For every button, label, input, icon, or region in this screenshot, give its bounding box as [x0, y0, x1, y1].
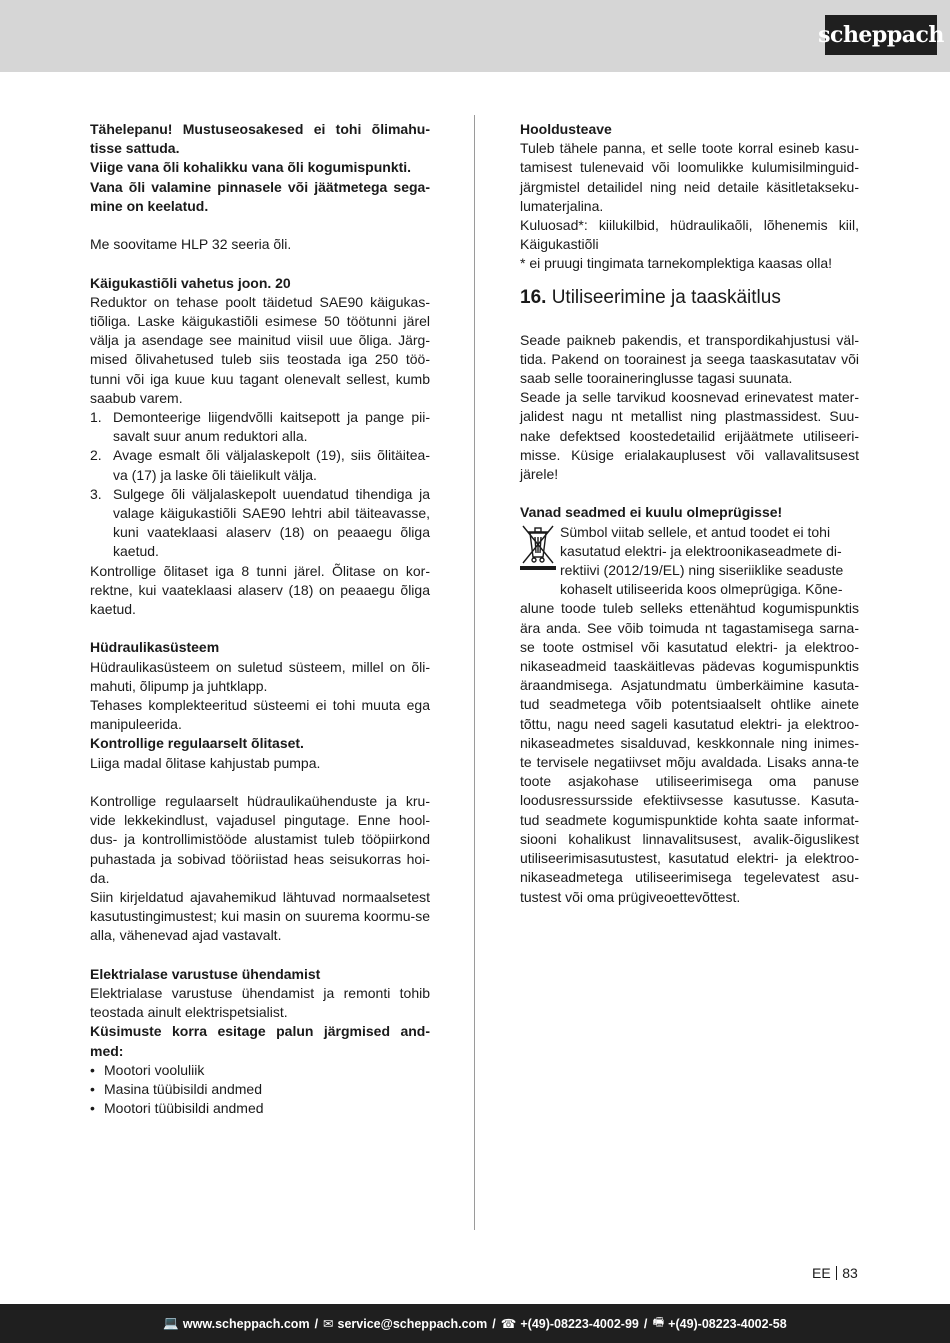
fax-number: +(49)-08223-4002-58 — [668, 1316, 787, 1331]
section-title: 16. Utiliseerimine ja taaskäitlus — [520, 286, 781, 308]
page-number: EE 83 — [812, 1265, 858, 1281]
list-item: 3. Sulgege õli väljalaskepolt uuendatud tihendiga ja valage käigukastiõli SAE90 lehtri abil täiteavasse, kuni vaateklaasi alaserv (18) on peaaegu õliga kaetud. — [90, 485, 430, 560]
warning-line: Viige vana õli kohalikku vana õli kogumispunkti. — [90, 159, 412, 176]
computer-icon: 💻 — [163, 1316, 179, 1330]
gearbox-heading: Käigukastiõli vahetus joon. 20 — [90, 274, 291, 291]
email-link[interactable]: service@scheppach.com — [337, 1316, 488, 1331]
gearbox-outro: Kontrollige õlitaset iga 8 tunni järel. Õlitase on kor-rektne, kui vaateklaasi alaserv (18) on peaaegu õliga kaetud. — [90, 562, 430, 618]
list-item: • Mootori tüübisildi andmed — [90, 1100, 264, 1117]
oil-recommendation: Me soovitame HLP 32 seeria õli. — [90, 236, 292, 253]
paragraph: Kontrollige regulaarselt õlitaset. — [90, 735, 304, 752]
list-item: • Mootori vooluliik — [90, 1061, 205, 1078]
header-bar — [0, 0, 950, 72]
weee-line: Sümbol viitab sellele, et antud toodet ei tohi — [560, 523, 831, 540]
brand-logo: scheppach — [825, 15, 937, 55]
footer-bar: 💻 www.scheppach.com / ✉ service@scheppach.com / ☎ +(49)-08223-4002-99 / 🖷 +(49)-08223-4002-58 — [0, 1304, 950, 1343]
list-item: 1. Demonteerige liigendvõlli kaitsepott ja pange pii-savalt suur anum reduktori alla. — [90, 409, 430, 445]
list-item: 2. Avage esmalt õli väljalaskepolt (19), siis õlitäitea-va (17) ja laske õli täielikult välja. — [90, 447, 430, 483]
weee-line: kasutatud elektri- ja elektroonikaseadmete di- — [560, 542, 842, 559]
paragraph: Hüdraulikasüsteem on suletud süsteem, millel on õli-mahuti, õlipump ja juhtklapp. — [90, 658, 430, 694]
paragraph: * ei pruugi tingimata tarnekomplektiga kaasas olla! — [520, 255, 833, 272]
paragraph: Seade ja selle tarvikud koosnevad erinevatest mater-jalidest nagu nt metallist ning plastmassidest. Suu-nake defektsed koostedetailid erijäätmete utiliseeri-misse. Küsige erialakauplusest või vallavalitsusest järele! — [520, 389, 859, 483]
fax-icon: 🖷 — [652, 1315, 665, 1329]
warning-line: Tähelepanu! Mustuseosakesed ei tohi õlimahu-tisse sattuda. — [90, 121, 430, 157]
website-link[interactable]: www.scheppach.com — [182, 1316, 310, 1331]
paragraph: Kontrollige regulaarselt hüdraulikaühenduste ja kru-vide lekkekindlust, vajadusel pingutage. Enne hool-dus- ja kontrollimistööde alustamist tuleb tööpiirkond puhastada ja sobivad tööriistad heas seisukorras hoi-da. — [90, 793, 430, 886]
paragraph: Seade paikneb pakendis, et transpordikahjustusi väl-tida. Pakend on toorainest ja seega taaskasutatav või saab selle tooraineringlusse tagasi suunata. — [520, 331, 859, 387]
paragraph: Liiga madal õlitase kahjustab pumpa. — [90, 754, 321, 771]
service-heading: Hooldusteave — [520, 121, 612, 137]
mail-icon: ✉ — [323, 1317, 334, 1331]
electric-heading: Elektrialase varustuse ühendamist — [90, 965, 321, 982]
warning-line: Vana õli valamine pinnasele või jäätmetega sega-mine on keelatud. — [90, 178, 430, 214]
weee-heading: Vanad seadmed ei kuulu olmeprügisse! — [520, 504, 783, 521]
hydraulic-heading: Hüdraulikasüsteem — [90, 639, 220, 656]
paragraph: Elektrialase varustuse ühendamist ja remonti tohib teostada ainult elektrispetsialist. — [90, 985, 430, 1021]
electric-list — [90, 1061, 430, 1119]
gearbox-intro: Reduktor on tehase poolt täidetud SAE90 käigukas-tiõliga. Laske käigukastiõli esimese 50 töötunni järel välja ja asendage see mainitud viisil uue õliga. Järg-mised õlivahetused tuleb siis teostada iga 250 töö-tunni või iga kuue kuu tagant olenevalt sellest, kumb saabub varem. — [90, 293, 430, 406]
weee-block — [520, 503, 859, 906]
list-item: • Masina tüübisildi andmed — [90, 1081, 262, 1098]
paragraph: Tuleb tähele panna, et selle toote korral esineb kasu-tamisest tulenevaid või loomulikke kulumisilminguid-järgmistel detailidel ning neid detaile käsitletakseku-lumaterjalina. — [520, 140, 859, 214]
column-divider — [474, 115, 475, 1230]
right-column — [520, 120, 859, 907]
weee-line: rektiivi (2012/19/EL) ning siseriiklike seaduste — [560, 562, 844, 579]
paragraph: Siin kirjeldatud ajavahemikud lähtuvad normaalsetest kasutustingimustest; kui masin on suurema koormu-se alla, vähenevad ajad vastavalt. — [90, 889, 430, 944]
paragraph: Kuluosad*: kiilukilbid, hüdraulikaõli, lõhenemis kiil, Käigukastiõli — [520, 217, 859, 253]
phone-icon: ☎ — [500, 1317, 517, 1331]
paragraph: Küsimuste korra esitage palun järgmised and-med: — [90, 1023, 430, 1059]
weee-line: kohaselt utiliseerida koos olmeprügiga. Kõne- — [560, 581, 843, 598]
paragraph: alune toode tuleb selleks ettenähtud kogumispunktis ära anda. See võib toimuda nt tagastamisega sarna-se toote ostmisel või kasutatud elektri- ja elektroo-nikaseadmeid taaskäitlevas pädevas kogumispunktis äraandmisega. Asjatundmatu ümberkäimine kasuta-tud seadmetega võib potentsiaalselt ohtlike ainete tõttu, nagu need sageli kasutatud elektri- ja elektroo-nikaseadmetes sisalduvad, keskkonnale ning inimes-te tervisele negatiivset mõju avaldada. Lisaks anna-te toote asjakohase utiliseerimisega oma panuse loodusressursside efektiivsesse kasutusse. Kasuta-tud seadmete kogumispunktide kohta saate informat-siooni kohalikust linnavalitsusest, avalik-õiguslikest utiliseerimisasutustest, kasutatud elektri- ja elektroo-nikaseadmetega utiliseerimisega tegelevatest asu-tustest või oma prügiveoettevõttest. — [520, 600, 859, 905]
crossed-bin-icon — [520, 523, 556, 571]
left-column — [90, 120, 430, 1118]
phone-number: +(49)-08223-4002-99 — [520, 1316, 639, 1331]
paragraph: Tehases komplekteeritud süsteemi ei tohi muuta ega manipuleerida. — [90, 697, 430, 733]
gearbox-steps — [90, 408, 430, 562]
